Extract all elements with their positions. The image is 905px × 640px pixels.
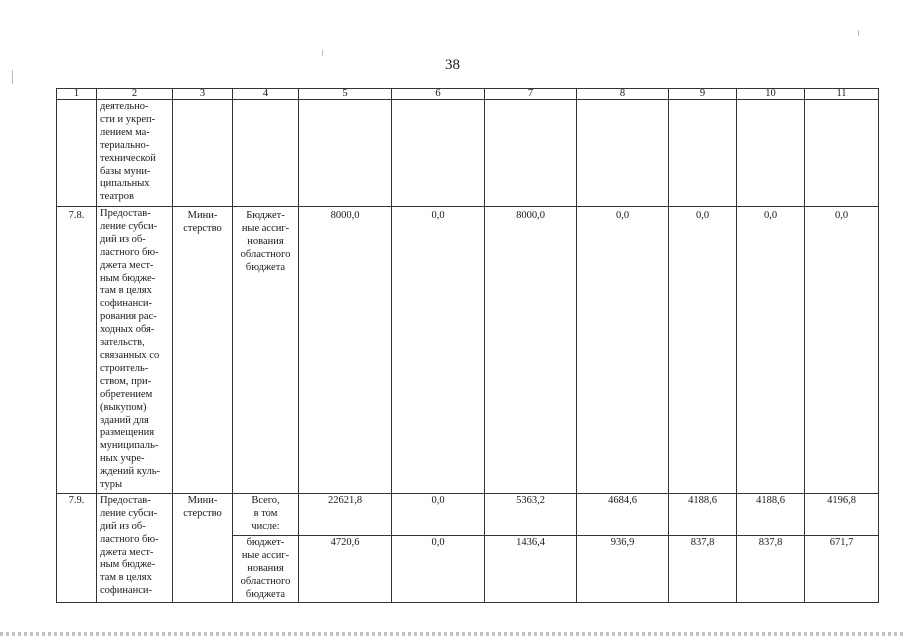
- cell-executor: Мини- стерство: [173, 207, 233, 494]
- cell-value: 4720,6: [299, 535, 392, 603]
- header-cell: 8: [577, 89, 669, 100]
- cell-value: 0,0: [392, 207, 485, 494]
- cell-value: 4196,8: [805, 493, 879, 535]
- cell-value: 0,0: [392, 535, 485, 603]
- header-cell: 5: [299, 89, 392, 100]
- cell-value: 936,9: [577, 535, 669, 603]
- header-cell: 3: [173, 89, 233, 100]
- cell-number: [57, 100, 97, 207]
- page-number: 38: [445, 57, 460, 73]
- cell-value: 22621,8: [299, 493, 392, 535]
- cell-value: 0,0: [737, 207, 805, 494]
- budget-table: [56, 88, 879, 603]
- header-cell: 10: [737, 89, 805, 100]
- header-row: [57, 89, 879, 100]
- cell-number: 7.8.: [57, 207, 97, 494]
- cell-value: 671,7: [805, 535, 879, 603]
- header-cell: 11: [805, 89, 879, 100]
- header-cell: 9: [669, 89, 737, 100]
- cell-value: 5363,2: [485, 493, 577, 535]
- header-cell: 6: [392, 89, 485, 100]
- cell-value: 0,0: [577, 207, 669, 494]
- cell-description: Предостав- ление субси- дий из об- ластного бю- джета мест- ным бюдже- там в целях софинанси-: [97, 493, 173, 603]
- cell-funding-source: Бюджет- ные ассиг- нования областного бюджета: [233, 207, 299, 494]
- header-cell: 7: [485, 89, 577, 100]
- scan-speck: [858, 30, 859, 36]
- cell-value: 8000,0: [485, 207, 577, 494]
- cell-value: 0,0: [669, 207, 737, 494]
- scan-speck: [322, 50, 323, 56]
- cell-description: деятельно- сти и укреп- лением ма- териально- технической базы муни- ципальных театров: [97, 100, 173, 207]
- header-cell: 4: [233, 89, 299, 100]
- cell-number: 7.9.: [57, 493, 97, 603]
- cell-value: 837,8: [669, 535, 737, 603]
- cell-funding-source: бюджет- ные ассиг- нования областного бюджета: [233, 535, 299, 603]
- cell-description: Предостав- ление субси- дий из об- ластного бю- джета мест- ным бюдже- там в целях софинанси- рования рас- ходных обя- зательств, связанных со строитель- ством, при- обретением (выкупом) зданий для размещения муниципаль- ных учре- ждений куль- туры: [97, 207, 173, 494]
- cell-executor: Мини- стерство: [173, 493, 233, 603]
- table-row-7-9: [57, 493, 879, 535]
- scan-edge: [0, 632, 905, 636]
- cell-value: 0,0: [805, 207, 879, 494]
- table-row-7-8: [57, 207, 879, 494]
- cell-value: 4684,6: [577, 493, 669, 535]
- cell-value: 0,0: [392, 493, 485, 535]
- table-row-continuation: [57, 100, 879, 207]
- cell-value: 1436,4: [485, 535, 577, 603]
- cell-value: 4188,6: [669, 493, 737, 535]
- header-cell: 2: [97, 89, 173, 100]
- cell-funding-source: Всего, в том числе:: [233, 493, 299, 535]
- cell-value: 4188,6: [737, 493, 805, 535]
- cell-value: 837,8: [737, 535, 805, 603]
- scan-speck: [12, 70, 13, 84]
- cell-value: 8000,0: [299, 207, 392, 494]
- header-cell: 1: [57, 89, 97, 100]
